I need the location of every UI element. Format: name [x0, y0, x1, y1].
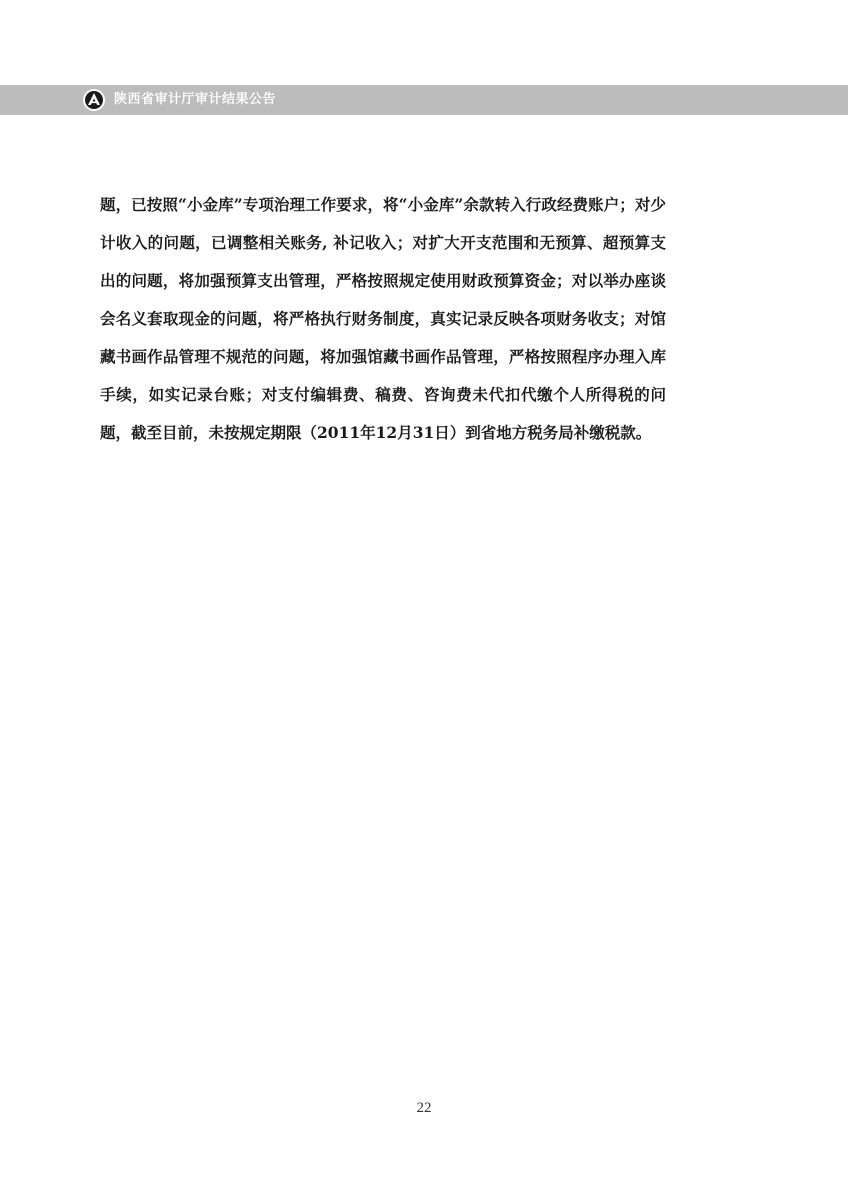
page-number: 22 — [416, 1100, 432, 1116]
audit-emblem-icon — [82, 88, 106, 112]
header-title: 陕西省审计厅审计结果公告 — [114, 92, 277, 107]
body-paragraph: 题，已按照“小金库”专项治理工作要求，将“小金库”余款转入行政经费账户；对少计收入的问题，已调整相关账务, 补记收入；对扩大开支范围和无预算、超预算支出的问题，将加强预算支出管理，严格按照规定使用财政预算资金；对以举办座谈会名义套取现金的问题，将严格执行财务制度，真实记录反映各项财务收支；对馆藏书画作品管理不规范的问题，将加强馆藏书画作品管理，严格按照程序办理入库手续，如实记录台账；对支付编辑费、稿费、咨询费未代扣代缴个人所得税的问题，截至目前，未按规定期限（2011年12月31日）到省地方税务局补缴税款。 — [100, 195, 666, 442]
